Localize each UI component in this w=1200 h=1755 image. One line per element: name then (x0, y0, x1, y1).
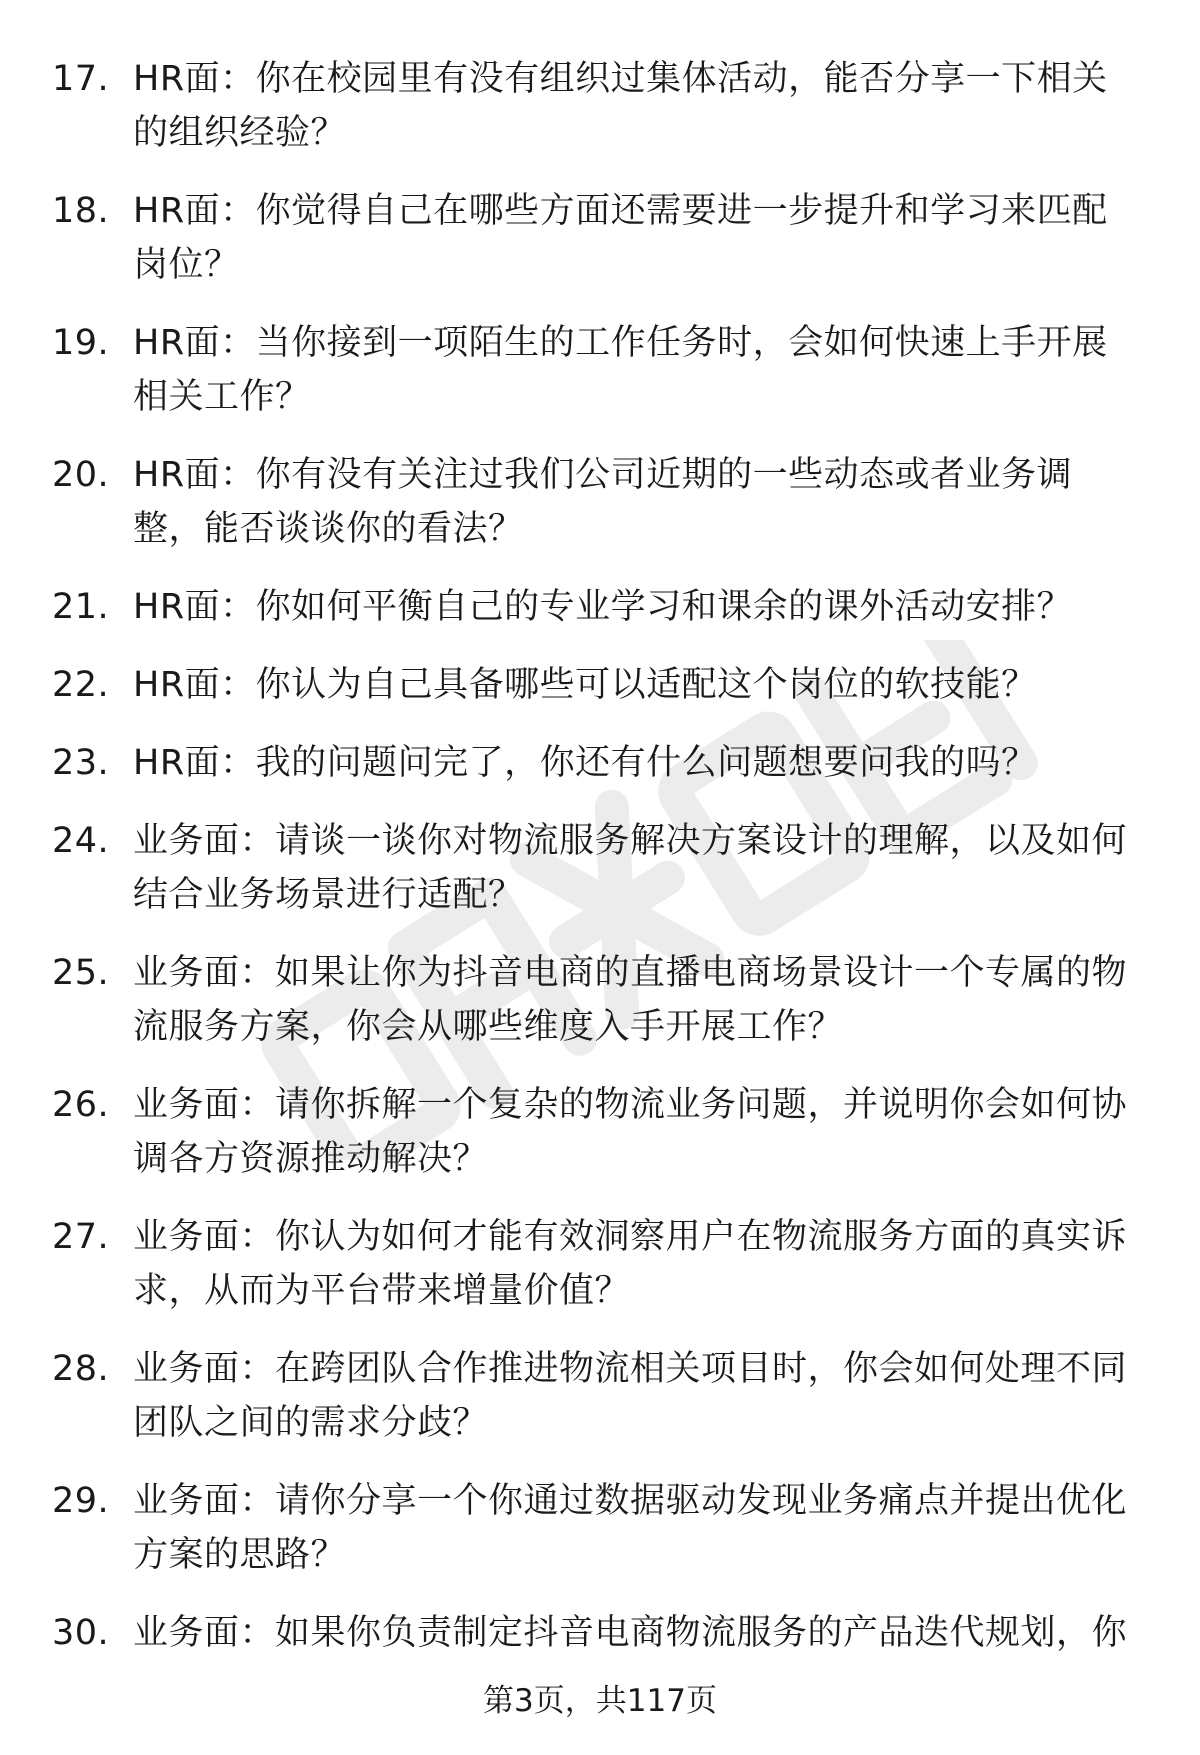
question-item (0, 1210, 1200, 1318)
question-number: 21. (52, 587, 110, 627)
question-list (0, 52, 1200, 1684)
question-number: 20. (52, 455, 110, 495)
question-number: 26. (52, 1085, 110, 1125)
question-item (0, 184, 1200, 292)
page-footer (0, 1676, 1200, 1726)
question-text: HR面：你觉得自己在哪些方面还需要进一步提升和学习来匹配岗位？ (133, 191, 1108, 285)
question-item (0, 946, 1200, 1054)
question-item (0, 52, 1200, 160)
question-text: HR面：你有没有关注过我们公司近期的一些动态或者业务调整，能否谈谈你的看法？ (133, 455, 1073, 549)
question-number: 24. (52, 821, 110, 861)
question-text: 业务面：请你分享一个你通过数据驱动发现业务痛点并提出优化方案的思路？ (133, 1481, 1128, 1575)
question-text: HR面：你如何平衡自己的专业学习和课余的课外活动安排？ (133, 587, 1073, 627)
question-item (0, 1342, 1200, 1450)
question-text: HR面：你认为自己具备哪些可以适配这个岗位的软技能？ (133, 665, 1037, 705)
question-text: 业务面：你认为如何才能有效洞察用户在物流服务方面的真实诉求，从而为平台带来增量价值？ (133, 1217, 1128, 1311)
question-number: 30. (52, 1613, 110, 1653)
question-text: 业务面：请你拆解一个复杂的物流业务问题，并说明你会如何协调各方资源推动解决？ (133, 1085, 1128, 1179)
question-number: 23. (52, 743, 110, 783)
page-number-label: 第3页，共117页 (483, 1683, 717, 1719)
question-item (0, 814, 1200, 922)
question-number: 29. (52, 1481, 110, 1521)
question-number: 28. (52, 1349, 110, 1389)
question-item (0, 316, 1200, 424)
question-item (0, 1606, 1200, 1660)
question-text: 业务面：如果你负责制定抖音电商物流服务的产品迭代规划，你 (133, 1613, 1128, 1653)
question-item (0, 658, 1200, 712)
question-item (0, 580, 1200, 634)
question-text: 业务面：请谈一谈你对物流服务解决方案设计的理解，以及如何结合业务场景进行适配？ (133, 821, 1128, 915)
question-number: 27. (52, 1217, 110, 1257)
question-item (0, 736, 1200, 790)
question-text: HR面：当你接到一项陌生的工作任务时，会如何快速上手开展相关工作？ (133, 323, 1108, 417)
question-text: HR面：我的问题问完了，你还有什么问题想要问我的吗？ (133, 743, 1037, 783)
question-item (0, 448, 1200, 556)
question-text: 业务面：在跨团队合作推进物流相关项目时，你会如何处理不同团队之间的需求分歧？ (133, 1349, 1128, 1443)
question-text: 业务面：如果让你为抖音电商的直播电商场景设计一个专属的物流服务方案，你会从哪些维度入手开展工作？ (133, 953, 1128, 1047)
question-number: 19. (52, 323, 110, 363)
question-number: 25. (52, 953, 110, 993)
question-number: 18. (52, 191, 110, 231)
question-text: HR面：你在校园里有没有组织过集体活动，能否分享一下相关的组织经验？ (133, 59, 1108, 153)
question-item (0, 1078, 1200, 1186)
question-item (0, 1474, 1200, 1582)
question-number: 17. (52, 59, 110, 99)
question-number: 22. (52, 665, 110, 705)
